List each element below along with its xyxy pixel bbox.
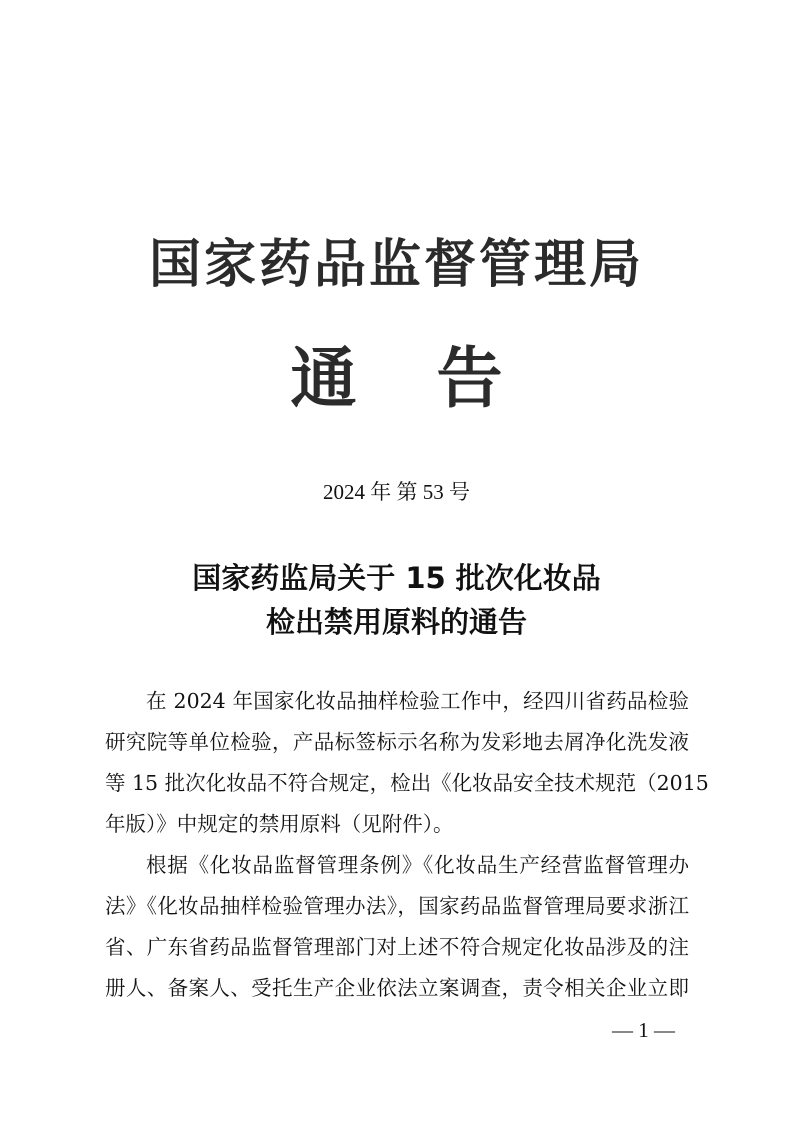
notice-title	[0, 556, 793, 644]
paragraph-line: 研究院等单位检验，产品标签标示名称为发彩地去屑净化洗发液	[105, 730, 689, 754]
paragraph-line: 年版）》中规定的禁用原料（见附件）。	[105, 812, 454, 836]
paragraph-line: 省、广东省药品监督管理部门对上述不符合规定化妆品涉及的注	[105, 935, 689, 959]
notice-body	[105, 681, 709, 1009]
paragraph-2	[105, 845, 689, 1009]
document-number: 2024 年 第 53 号	[323, 480, 470, 504]
paragraph-line: 在 2024 年国家化妆品抽样检验工作中，经四川省药品检验	[146, 689, 689, 713]
paragraph-line: 等 15 批次化妆品不符合规定，检出《化妆品安全技术规范（2015	[105, 771, 709, 795]
paragraph-line: 根据《化妆品监督管理条例》《化妆品生产经营监督管理办	[146, 853, 689, 877]
document-type: 通告	[290, 339, 583, 417]
notice-title-line-2: 检出禁用原料的通告	[265, 605, 527, 639]
paragraph-line: 法》《化妆品抽样检验管理办法》，国家药品监督管理局要求浙江	[105, 894, 689, 918]
issuing-agency: 国家药品监督管理局	[148, 234, 644, 295]
paragraph-line: 册人、备案人、受托生产企业依法立案调查，责令相关企业立即	[105, 976, 689, 1000]
page-number: — 1 —	[612, 1018, 675, 1042]
paragraph-1	[105, 681, 709, 845]
notice-title-line-1: 国家药监局关于 15 批次化妆品	[192, 561, 601, 595]
